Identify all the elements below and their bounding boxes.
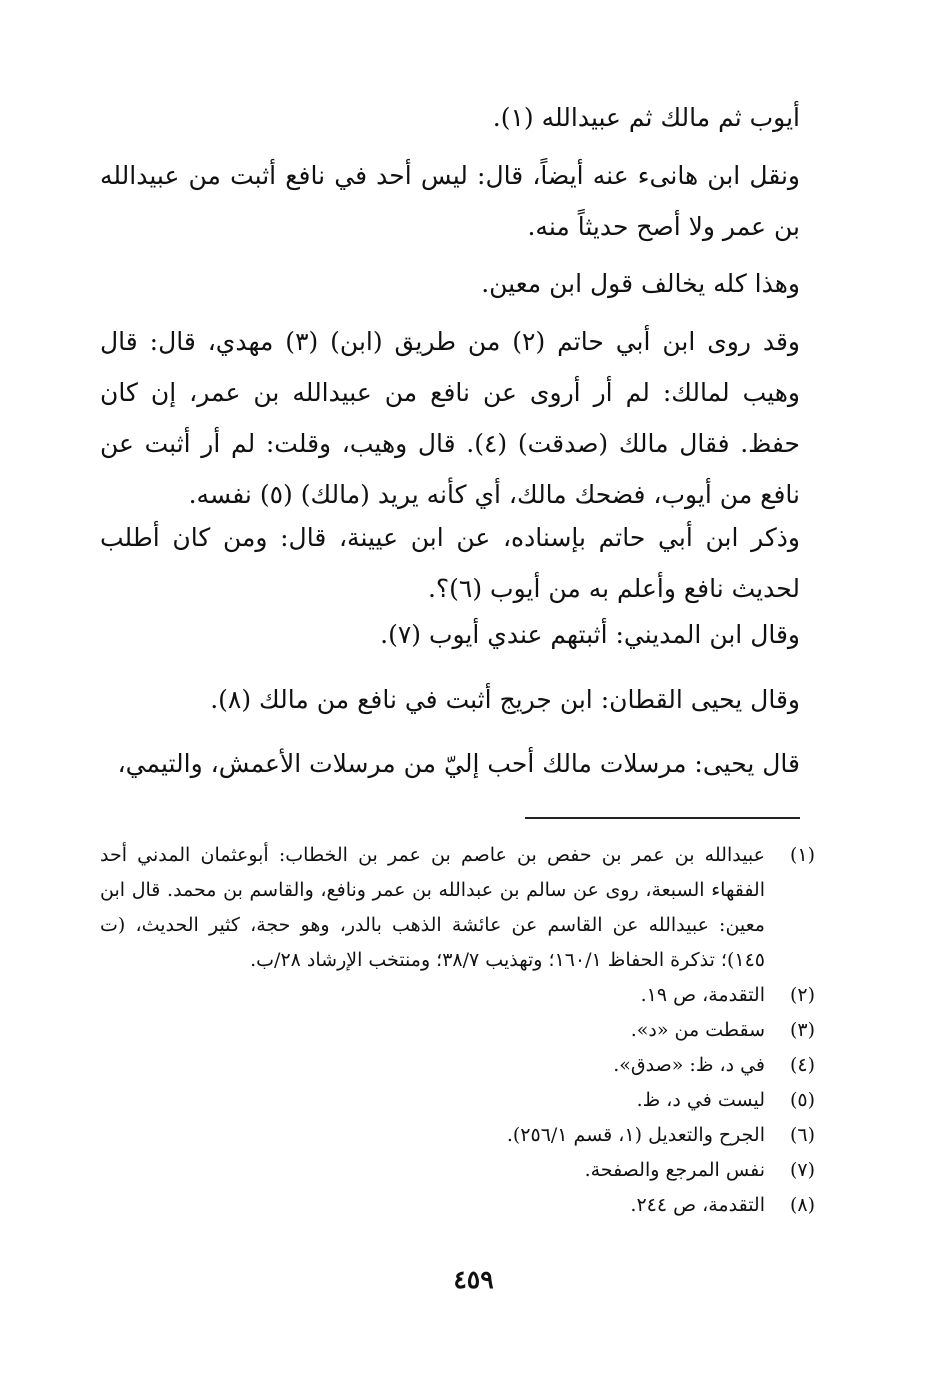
footnote-number: (٦) <box>789 1124 815 1146</box>
paragraph-8: قال يحيى: مرسلات مالك أحب إليّ من مرسلات الأعمش، والتيمي، <box>117 749 800 778</box>
footnote-6 <box>100 1118 815 1153</box>
paragraph-7: وقال يحيى القطان: ابن جريج أثبت في نافع من مالك (٨). <box>210 685 800 714</box>
footnote-text: سقطت من «د». <box>630 1019 765 1041</box>
footnote-number: (٢) <box>789 984 815 1006</box>
footnote-text: ليست في د، ظ. <box>636 1089 765 1111</box>
footnote-8 <box>100 1188 815 1223</box>
paragraph-5: وذكر ابن أبي حاتم بإسناده، عن ابن عيينة، قال: ومن كان أطلب لحديث نافع وأعلم به من أيوب (٦)؟. <box>100 523 800 603</box>
footnote-number: (٤) <box>789 1054 815 1076</box>
footnote-text: عبيدالله بن عمر بن حفص بن عاصم بن عمر بن الخطاب: أبوعثمان المدني أحد الفقهاء السبعة، روى عن سالم بن عبدالله بن عمر ونافع، والقاسم بن محمد. قال ابن معين: عبيدالله عن القاسم عن عائشة الذهب بالدر، وهو حجة، كثير الحديث، (ت ١٤٥)؛ تذكرة الحفاظ ١٦٠/١؛ وتهذيب ٣٨/٧؛ ومنتخب الإرشاد ٢٨/ب. <box>100 844 765 971</box>
footnote-text: التقدمة، ص ٢٤٤. <box>630 1194 765 1216</box>
footnotes <box>100 838 815 1223</box>
footnote-text: التقدمة، ص ١٩. <box>640 984 765 1006</box>
footnote-7 <box>100 1153 815 1188</box>
paragraph-3: وهذا كله يخالف قول ابن معين. <box>481 269 800 298</box>
footnote-4 <box>100 1048 815 1083</box>
footnote-number: (٧) <box>789 1159 815 1181</box>
footnote-number: (٥) <box>789 1089 815 1111</box>
footnote-number: (٣) <box>789 1019 815 1041</box>
footnote-number: (١) <box>789 844 815 866</box>
footnote-number: (٨) <box>789 1194 815 1216</box>
footnote-separator <box>525 817 800 819</box>
footnote-5 <box>100 1083 815 1118</box>
page-number: ٤٥٩ <box>453 1265 494 1294</box>
footnote-1 <box>100 838 815 978</box>
footnote-text: في د، ظ: «صدق». <box>613 1054 765 1076</box>
footnote-text: نفس المرجع والصفحة. <box>584 1159 765 1181</box>
footnote-text: الجرح والتعديل (١، قسم ٢٥٦/١). <box>506 1124 765 1146</box>
paragraph-6: وقال ابن المديني: أثبتهم عندي أيوب (٧). <box>380 620 800 649</box>
paragraph-1: أيوب ثم مالك ثم عبيدالله (١). <box>492 103 800 132</box>
paragraph-2: ونقل ابن هانىء عنه أيضاً، قال: ليس أحد في نافع أثبت من عبيدالله بن عمر ولا أصح حديثاً منه. <box>100 161 800 241</box>
footnote-3 <box>100 1013 815 1048</box>
footnote-2 <box>100 978 815 1013</box>
paragraph-4: وقد روى ابن أبي حاتم (٢) من طريق (ابن) (٣) مهدي، قال: قال وهيب لمالك: لم أر أروى عن نافع من عبيدالله بن عمر، إن كان حفظ. فقال مالك (صدقت) (٤). قال وهيب، وقلت: لم أر أثبت عن نافع من أيوب، فضحك مالك، أي كأنه يريد (مالك) (٥) نفسه. <box>100 327 801 509</box>
